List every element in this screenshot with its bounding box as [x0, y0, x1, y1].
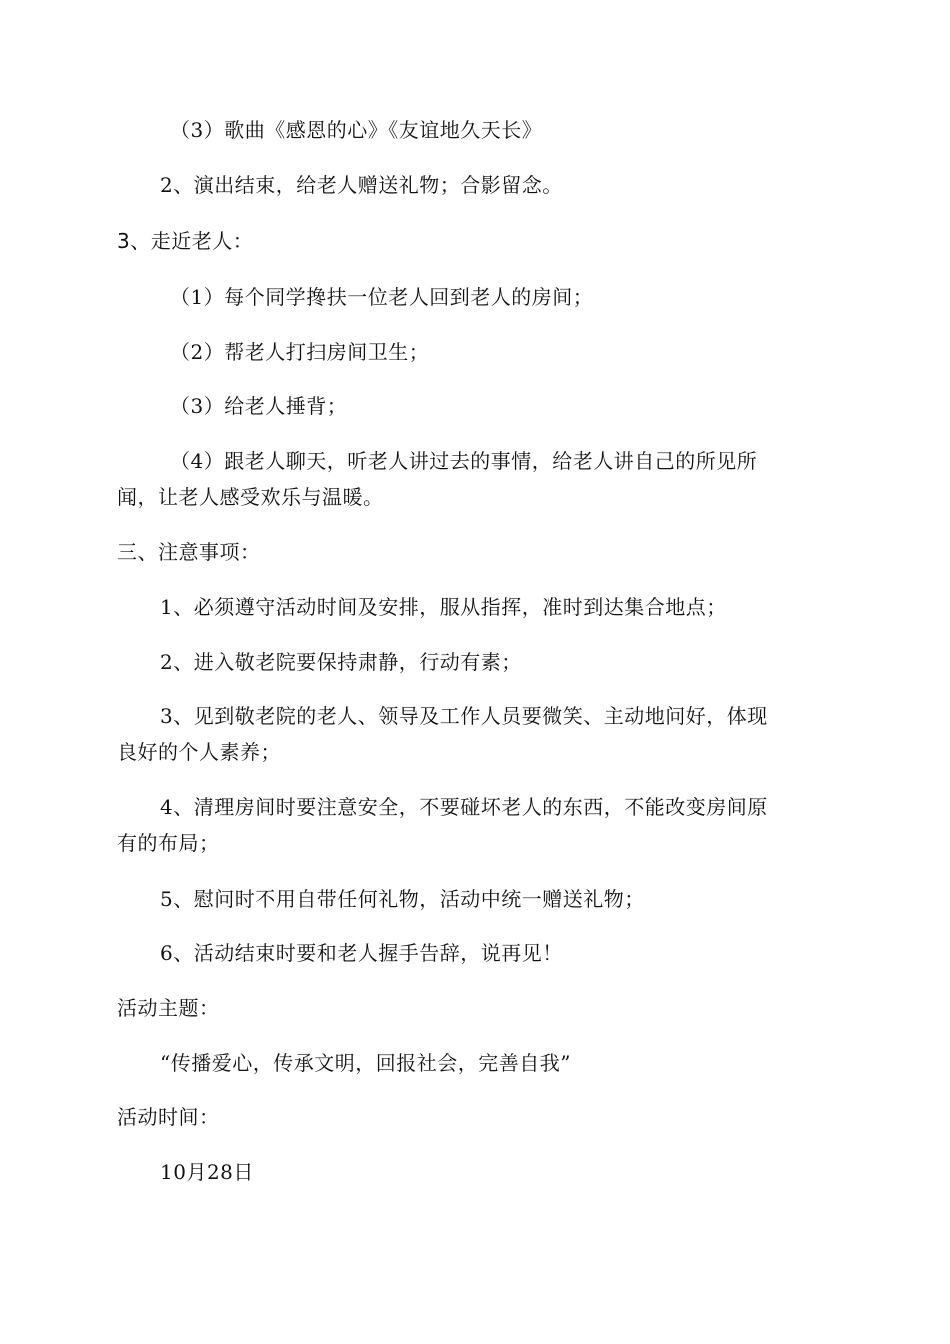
section-notes-heading: 三、注意事项：	[117, 540, 261, 564]
note-item-2: 2、进入敬老院要保持肃静，行动有素；	[160, 650, 522, 674]
note-item-1: 1、必须遵守活动时间及安排，服从指挥，准时到达集合地点；	[160, 595, 727, 619]
visit-item-1: （1）每个同学搀扶一位老人回到老人的房间；	[170, 285, 594, 309]
section-visit-elders: 3、走近老人：	[117, 229, 254, 253]
step-gift-photo: 2、演出结束，给老人赠送礼物；合影留念。	[160, 173, 563, 197]
activity-time-heading: 活动时间：	[117, 1105, 220, 1129]
activity-theme-heading: 活动主题：	[117, 996, 220, 1020]
program-item-song: （3）歌曲《感恩的心》《友谊地久天长》	[170, 118, 543, 142]
visit-item-4: （4）跟老人聊天，听老人讲过去的事情，给老人讲自己的所见所	[170, 449, 758, 473]
visit-item-2: （2）帮老人打扫房间卫生；	[170, 340, 430, 364]
note-item-6: 6、活动结束时要和老人握手告辞，说再见！	[160, 941, 563, 965]
note-item-3-continued: 良好的个人素养；	[117, 740, 281, 764]
visit-item-4-continued: 闻，让老人感受欢乐与温暖。	[117, 485, 384, 509]
note-item-4-continued: 有的布局；	[117, 831, 220, 855]
note-item-4: 4、清理房间时要注意安全，不要碰坏老人的东西，不能改变房间原	[160, 795, 768, 819]
note-item-5: 5、慰问时不用自带任何礼物，活动中统一赠送礼物；	[160, 887, 645, 911]
visit-item-3: （3）给老人捶背；	[170, 394, 348, 418]
note-item-3: 3、见到敬老院的老人、领导及工作人员要微笑、主动地问好，体现	[160, 704, 768, 728]
activity-time-value: 10月28日	[160, 1160, 254, 1184]
activity-theme-text: “传播爱心，传承文明，回报社会，完善自我”	[160, 1051, 571, 1075]
